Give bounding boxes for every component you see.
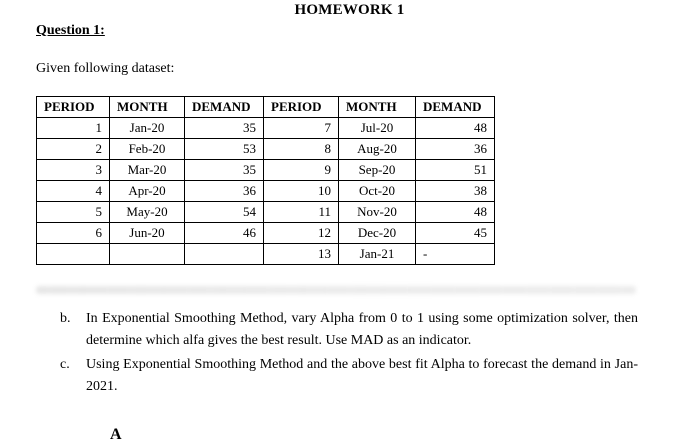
list-item xyxy=(60,354,638,398)
table-cell: 48 xyxy=(416,118,495,139)
table-cell: 36 xyxy=(185,181,264,202)
table-cell: 38 xyxy=(416,181,495,202)
table-body xyxy=(37,118,495,265)
table-cell: 12 xyxy=(264,223,339,244)
table-cell: 45 xyxy=(416,223,495,244)
table-row xyxy=(37,181,495,202)
question-items xyxy=(60,308,638,400)
obscured-text-artifact xyxy=(36,286,636,294)
table-cell: 6 xyxy=(37,223,110,244)
table-cell: 8 xyxy=(264,139,339,160)
table-cell: 2 xyxy=(37,139,110,160)
document-title: HOMEWORK 1 xyxy=(294,2,405,18)
list-item-marker: b. xyxy=(60,311,71,326)
table-column-header: DEMAND xyxy=(416,97,495,118)
list-item-marker: c. xyxy=(60,357,70,372)
table-row xyxy=(37,244,495,265)
table-column-header: PERIOD xyxy=(264,97,339,118)
table-row xyxy=(37,202,495,223)
table-cell: May-20 xyxy=(110,202,185,223)
table-cell xyxy=(110,244,185,265)
table-column-header: MONTH xyxy=(339,97,416,118)
table-cell: 35 xyxy=(185,118,264,139)
table-header-row xyxy=(37,97,495,118)
intro-text: Given following dataset: xyxy=(36,61,175,76)
list-item-text: Using Exponential Smoothing Method and the above best fit Alpha to forecast the demand in Jan-2021. xyxy=(86,357,638,394)
table-cell: 35 xyxy=(185,160,264,181)
table-cell: 54 xyxy=(185,202,264,223)
table-cell: 9 xyxy=(264,160,339,181)
table-cell: Jun-20 xyxy=(110,223,185,244)
table-cell: Aug-20 xyxy=(339,139,416,160)
table-cell xyxy=(185,244,264,265)
table-cell: Dec-20 xyxy=(339,223,416,244)
list-item-text: In Exponential Smoothing Method, vary Alpha from 0 to 1 using some optimization solver, then determine which alfa gives the best result. Use MAD as an indicator. xyxy=(86,311,638,348)
table-cell: 10 xyxy=(264,181,339,202)
table-row xyxy=(37,139,495,160)
table-cell: 51 xyxy=(416,160,495,181)
table-cell: 48 xyxy=(416,202,495,223)
table-column-header: PERIOD xyxy=(37,97,110,118)
table-cell: 46 xyxy=(185,223,264,244)
table-cell: 7 xyxy=(264,118,339,139)
table-cell: 3 xyxy=(37,160,110,181)
question-heading: Question 1: xyxy=(36,23,105,38)
table-column-header: DEMAND xyxy=(185,97,264,118)
table-cell: Sep-20 xyxy=(339,160,416,181)
table-cell: Jul-20 xyxy=(339,118,416,139)
table-cell: 53 xyxy=(185,139,264,160)
table-column-header: MONTH xyxy=(110,97,185,118)
table-cell xyxy=(37,244,110,265)
table-cell: Jan-20 xyxy=(110,118,185,139)
table-cell: - xyxy=(416,244,495,265)
table-cell: 5 xyxy=(37,202,110,223)
table-cell: 4 xyxy=(37,181,110,202)
table-cell: Apr-20 xyxy=(110,181,185,202)
table-cell: Jan-21 xyxy=(339,244,416,265)
table-cell: Oct-20 xyxy=(339,181,416,202)
table-cell: Nov-20 xyxy=(339,202,416,223)
dataset-table xyxy=(36,96,495,265)
table-cell: 1 xyxy=(37,118,110,139)
table-cell: Feb-20 xyxy=(110,139,185,160)
list-item xyxy=(60,308,638,352)
table-cell: 13 xyxy=(264,244,339,265)
table-row xyxy=(37,223,495,244)
table-header xyxy=(37,97,495,118)
cut-off-text-artifact: A xyxy=(110,426,122,440)
table-row xyxy=(37,118,495,139)
table-cell: 11 xyxy=(264,202,339,223)
table-row xyxy=(37,160,495,181)
table-cell: 36 xyxy=(416,139,495,160)
table-cell: Mar-20 xyxy=(110,160,185,181)
